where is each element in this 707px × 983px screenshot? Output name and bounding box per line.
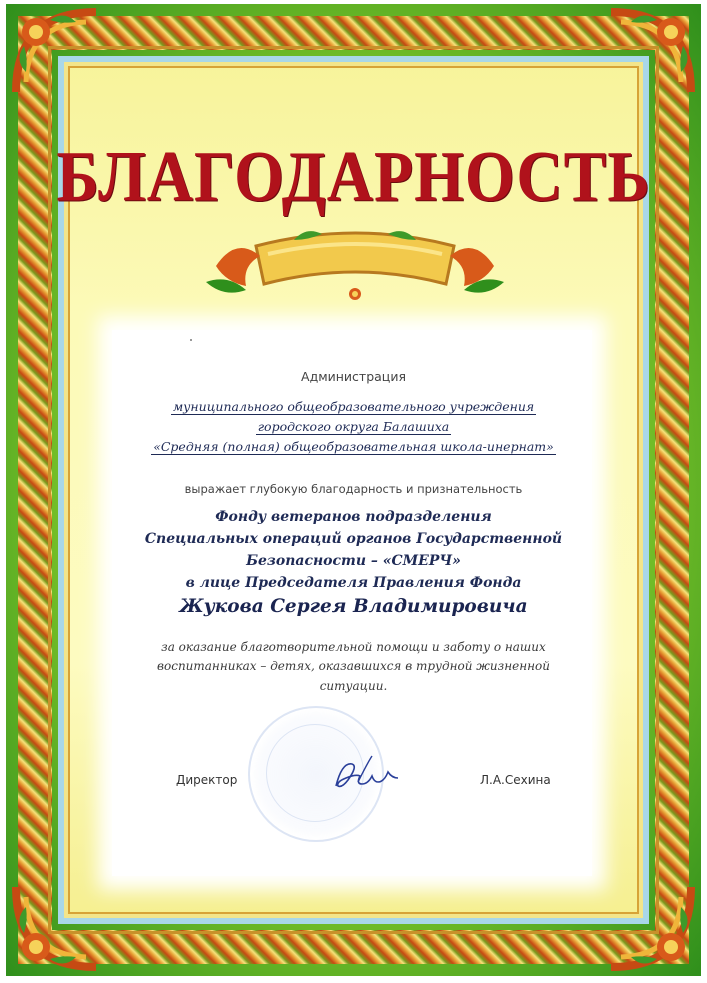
institution-text-1: муниципального общеобразовательного учреждения xyxy=(172,399,535,414)
institution-line-3 xyxy=(0,439,707,454)
recipient-line-1: Фонду ветеранов подразделения xyxy=(215,509,492,525)
recipient-line-4: в лице Председателя Правления Фонда xyxy=(185,575,522,591)
corner-ornament-icon xyxy=(6,877,106,977)
institution-line-1 xyxy=(0,399,707,414)
institution-text-2: городского округа Балашиха xyxy=(257,419,450,434)
recipient-line-2: Специальных операций органов Государственной xyxy=(144,531,563,547)
institution-line-2 xyxy=(0,419,707,434)
signature-icon xyxy=(330,752,400,796)
institution-text-3: «Средняя (полная) общеобразовательная школа-инернат» xyxy=(153,439,554,454)
corner-ornament-icon xyxy=(601,877,701,977)
director-name: Л.А.Сехина xyxy=(480,773,551,787)
reason-line-1: за оказание благотворительной помощи и заботу о наших xyxy=(161,640,546,654)
recipient-person: Жукова Сергея Владимировича xyxy=(179,596,528,617)
reason-line-2: воспитанниках – детях, оказавшихся в трудной жизненной xyxy=(157,659,550,673)
corner-ornament-icon xyxy=(6,2,106,102)
director-label: Директор xyxy=(176,773,238,787)
expression-text: выражает глубокую благодарность и признательность xyxy=(184,482,523,496)
reason-line-3: ситуации. xyxy=(319,679,388,693)
speck xyxy=(190,339,192,341)
recipient-line-3: Безопасности – «СМЕРЧ» xyxy=(246,553,461,569)
banner-ornament-icon xyxy=(196,226,514,308)
certificate-title: БЛАГОДАРНОСТЬ xyxy=(56,136,651,217)
administration-label: Администрация xyxy=(301,369,406,384)
corner-ornament-icon xyxy=(601,2,701,102)
